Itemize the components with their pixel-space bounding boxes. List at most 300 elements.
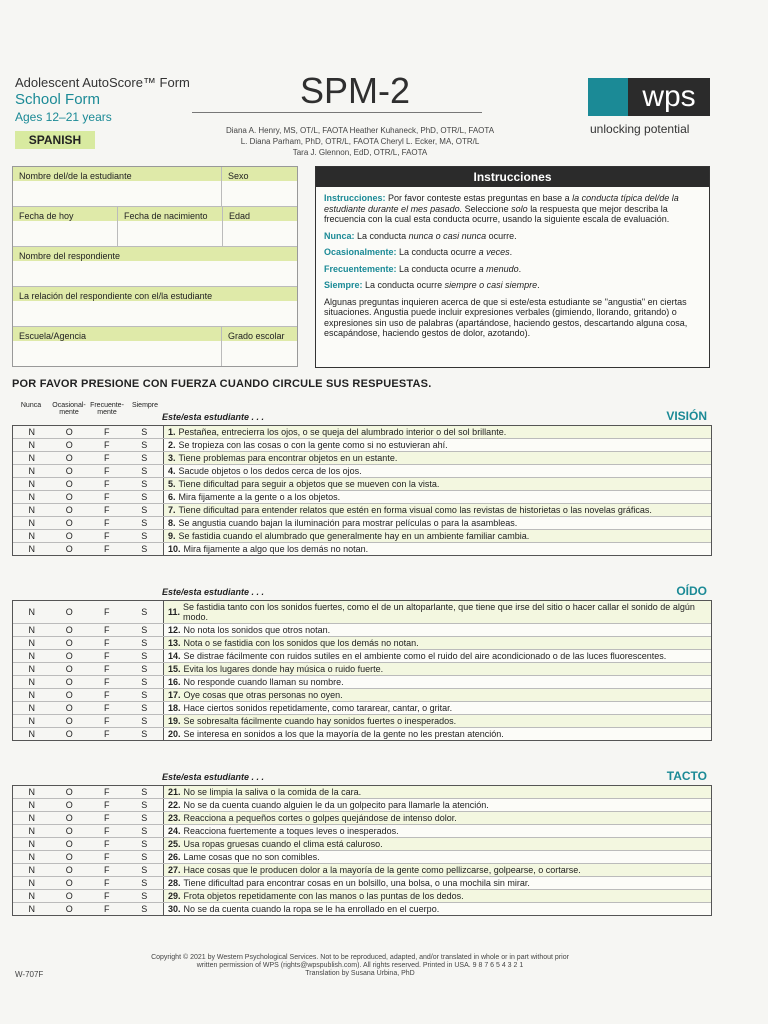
response-option[interactable]: O [65, 729, 73, 739]
scale-text: La conducta ocurre [365, 280, 443, 290]
response-option[interactable]: N [28, 664, 35, 674]
item-row [13, 452, 711, 465]
scale-text: La conducta [357, 230, 407, 241]
response-option[interactable]: N [28, 466, 35, 476]
scale-label: Ocasionalmente: [324, 247, 397, 257]
response-option[interactable]: S [141, 427, 148, 437]
form-name: Adolescent AutoScore™ Form [15, 75, 190, 90]
response-options [13, 689, 164, 701]
response-option[interactable]: N [28, 453, 35, 463]
response-option[interactable]: N [28, 891, 35, 901]
response-option[interactable]: O [65, 531, 73, 541]
item-row [13, 851, 711, 864]
item-text-cell [164, 517, 711, 529]
items-table-vision [12, 425, 712, 556]
item-text-cell [164, 799, 711, 811]
response-option[interactable]: S [141, 544, 148, 554]
response-option[interactable]: S [141, 878, 148, 888]
item-number: 14. [168, 651, 181, 661]
section-name: VISIÓN [666, 409, 707, 423]
item-text-cell [164, 838, 711, 850]
item-number: 12. [168, 625, 181, 635]
item-text-cell [164, 465, 711, 477]
scale-text: La conducta ocurre [399, 263, 477, 274]
item-number: 13. [168, 638, 181, 648]
item-row [13, 543, 711, 555]
item-text-cell [164, 786, 711, 798]
intro-text-e: la respuesta que mejor describa la frecuencia con la cual esta conducta ocurre, usando la siguiente escala de evaluación. [324, 203, 670, 224]
section-header-touch [12, 770, 710, 784]
response-option[interactable]: F [104, 729, 110, 739]
response-option[interactable]: N [28, 518, 35, 528]
intro-text-c: Seleccione [464, 203, 509, 214]
response-option[interactable]: N [28, 638, 35, 648]
item-text-cell [164, 864, 711, 876]
item-number: 25. [168, 839, 181, 849]
item-row [13, 624, 711, 637]
response-option[interactable]: S [141, 638, 148, 648]
response-option[interactable]: O [65, 466, 73, 476]
item-row [13, 530, 711, 543]
item-number: 3. [168, 453, 176, 463]
response-option[interactable]: N [28, 800, 35, 810]
response-option[interactable]: O [65, 440, 73, 450]
item-number: 23. [168, 813, 181, 823]
response-option[interactable]: S [141, 852, 148, 862]
response-option[interactable]: O [65, 492, 73, 502]
authors-line-2: L. Diana Parham, PhD, OTR/L, FAOTA Cheryl L. Ecker, MA, OTR/L [240, 137, 480, 146]
item-text: Nota o se fastidia con los sonidos que los demás no notan. [183, 638, 419, 648]
response-option[interactable]: S [141, 891, 148, 901]
item-row [13, 465, 711, 478]
response-option[interactable]: N [28, 813, 35, 823]
response-option[interactable]: F [104, 466, 110, 476]
scale-header: Siempre [131, 402, 159, 409]
response-option[interactable]: F [104, 716, 110, 726]
section-header-hearing [12, 585, 710, 599]
press-note: POR FAVOR PRESIONE CON FUERZA CUANDO CIRCULE SUS RESPUESTAS. [12, 378, 432, 390]
response-option[interactable]: S [141, 839, 148, 849]
item-text: Tiene problemas para encontrar objetos en un estante. [178, 453, 398, 463]
item-row [13, 601, 711, 624]
item-text: Tiene dificultad para encontrar cosas en un bolsillo, una bolsa, o una mochila sin mirar. [183, 878, 530, 888]
response-option[interactable]: S [141, 651, 148, 661]
response-option[interactable]: O [65, 427, 73, 437]
response-option[interactable]: O [65, 677, 73, 687]
response-option[interactable]: S [141, 716, 148, 726]
response-option[interactable]: O [65, 453, 73, 463]
response-option[interactable]: S [141, 440, 148, 450]
item-row [13, 864, 711, 877]
response-option[interactable]: N [28, 852, 35, 862]
response-option[interactable]: N [28, 607, 35, 617]
response-option[interactable]: F [104, 852, 110, 862]
response-option[interactable]: N [28, 716, 35, 726]
response-options [13, 890, 164, 902]
item-text: Frota objetos repetidamente con las manos o las puntas de los dedos. [183, 891, 464, 901]
response-options [13, 825, 164, 837]
section-label: Este/esta estudiante . . . [162, 587, 265, 597]
response-options [13, 799, 164, 811]
response-option[interactable]: N [28, 690, 35, 700]
item-number: 29. [168, 891, 181, 901]
item-text: Tiene dificultad para seguir a objetos que se mueven con la vista. [178, 479, 440, 489]
item-number: 11. [168, 607, 181, 617]
item-text: Oye cosas que otras personas no oyen. [183, 690, 343, 700]
response-option[interactable]: O [65, 852, 73, 862]
response-option[interactable]: O [65, 544, 73, 554]
item-text: No se da cuenta cuando alguien le da un golpecito para llamarle la atención. [183, 800, 489, 810]
intro-label: Instrucciones: [324, 193, 386, 203]
item-number: 15. [168, 664, 181, 674]
section-label: Este/esta estudiante . . . [162, 772, 265, 782]
response-option[interactable]: O [65, 651, 73, 661]
response-option[interactable]: F [104, 453, 110, 463]
response-option[interactable]: O [65, 904, 73, 914]
intro-text-b: la conducta típica del/de la estudiante durante el mes pasado. [324, 193, 679, 214]
scale-end: . [537, 280, 540, 290]
authors-line-3: Tara J. Glennon, EdD, OTR/L, FAOTA [292, 148, 428, 157]
response-options [13, 851, 164, 863]
item-text-cell [164, 728, 711, 740]
response-option[interactable]: F [104, 800, 110, 810]
response-option[interactable]: S [141, 479, 148, 489]
response-option[interactable]: S [141, 904, 148, 914]
response-option[interactable]: N [28, 479, 35, 489]
translation-credit: Translation by Susana Urbina, PhD [305, 970, 415, 977]
response-option[interactable]: S [141, 813, 148, 823]
response-option[interactable]: O [65, 607, 73, 617]
item-number: 2. [168, 440, 176, 450]
student-name-field[interactable]: Nombre del/de la estudiante [13, 167, 222, 206]
response-option[interactable]: F [104, 505, 110, 515]
section-label: Este/esta estudiante . . . [162, 412, 265, 422]
scale-end: . [509, 247, 513, 257]
item-text-cell [164, 452, 711, 464]
response-options [13, 601, 164, 623]
item-number: 10. [168, 544, 181, 554]
response-option[interactable]: S [141, 664, 148, 674]
response-option[interactable]: O [65, 479, 73, 489]
tagline: unlocking potential [590, 122, 690, 136]
response-option[interactable]: O [65, 813, 73, 823]
response-options [13, 838, 164, 850]
item-text-cell [164, 890, 711, 902]
response-option[interactable]: O [65, 826, 73, 836]
item-text-cell [164, 676, 711, 688]
response-options [13, 517, 164, 529]
student-info-table [12, 166, 298, 367]
response-option[interactable]: O [65, 703, 73, 713]
age-field[interactable]: Edad [223, 207, 297, 246]
response-option[interactable]: F [104, 664, 110, 674]
response-option[interactable]: O [65, 518, 73, 528]
birthdate-field[interactable]: Fecha de nacimiento [118, 207, 223, 246]
item-number: 24. [168, 826, 181, 836]
section-header-vision [12, 410, 710, 424]
form-type: School Form [15, 91, 101, 108]
response-option[interactable]: S [141, 607, 148, 617]
scale-ocasionalmente [324, 247, 701, 258]
item-row [13, 812, 711, 825]
response-option[interactable]: N [28, 703, 35, 713]
response-option[interactable]: S [141, 729, 148, 739]
item-text-cell [164, 624, 711, 636]
response-option[interactable]: N [28, 904, 35, 914]
item-number: 22. [168, 800, 181, 810]
response-option[interactable]: F [104, 607, 110, 617]
response-option[interactable]: N [28, 427, 35, 437]
item-text-cell [164, 439, 711, 451]
response-option[interactable]: F [104, 651, 110, 661]
response-option[interactable]: F [104, 878, 110, 888]
item-text-cell [164, 903, 711, 915]
page-title: SPM-2 [300, 70, 411, 111]
item-row [13, 799, 711, 812]
item-number: 16. [168, 677, 181, 687]
response-option[interactable]: N [28, 505, 35, 515]
response-options [13, 530, 164, 542]
item-row [13, 517, 711, 530]
item-text: Evita los lugares donde hay música o ruido fuerte. [183, 664, 384, 674]
response-option[interactable]: N [28, 440, 35, 450]
language-badge: SPANISH [15, 131, 95, 149]
scale-end: . [518, 263, 522, 274]
scale-nunca [324, 231, 701, 242]
response-option[interactable]: S [141, 466, 148, 476]
response-option[interactable]: S [141, 703, 148, 713]
response-option[interactable]: N [28, 625, 35, 635]
response-option[interactable]: S [141, 531, 148, 541]
item-number: 21. [168, 787, 181, 797]
item-text-cell [164, 426, 711, 438]
response-option[interactable]: F [104, 826, 110, 836]
response-option[interactable]: N [28, 787, 35, 797]
response-option[interactable]: F [104, 518, 110, 528]
response-options [13, 650, 164, 662]
school-field[interactable]: Escuela/Agencia [13, 327, 222, 366]
respondent-name-field[interactable]: Nombre del respondiente [13, 247, 297, 286]
response-option[interactable]: N [28, 677, 35, 687]
response-options [13, 663, 164, 675]
response-options [13, 504, 164, 516]
response-options [13, 637, 164, 649]
item-text: Mira fijamente a algo que los demás no notan. [183, 544, 369, 554]
response-options [13, 877, 164, 889]
response-options [13, 426, 164, 438]
response-options [13, 812, 164, 824]
section-name: OÍDO [676, 584, 707, 598]
item-number: 17. [168, 690, 181, 700]
response-option[interactable]: F [104, 544, 110, 554]
response-option[interactable]: N [28, 839, 35, 849]
response-option[interactable]: F [104, 625, 110, 635]
response-option[interactable]: O [65, 638, 73, 648]
response-option[interactable]: N [28, 651, 35, 661]
item-text: Se tropieza con las cosas o con la gente como si no estuvieran ahí. [178, 440, 448, 450]
item-text-cell [164, 689, 711, 701]
response-option[interactable]: S [141, 865, 148, 875]
item-text-cell [164, 637, 711, 649]
response-option[interactable]: S [141, 787, 148, 797]
item-text: Se fastidia tanto con los sonidos fuertes, como el de un altoparlante, que tiene que irse del sitio o hacer callar el sonido de algún modo. [183, 602, 695, 622]
item-row [13, 838, 711, 851]
response-option[interactable]: F [104, 813, 110, 823]
item-text: Se fastidia cuando el alumbrado que generalmente hay en un ambiente familiar cambia. [178, 531, 530, 541]
logo-square [588, 78, 628, 116]
response-option[interactable]: F [104, 638, 110, 648]
scale-end: ocurre. [488, 230, 517, 241]
response-options [13, 786, 164, 798]
response-options [13, 715, 164, 727]
instructions-intro [324, 193, 701, 225]
response-option[interactable]: F [104, 690, 110, 700]
grade-field[interactable]: Grado escolar [222, 327, 297, 366]
scale-emph: siempre o casi siempre [444, 280, 538, 290]
item-text: No se limpia la saliva o la comida de la cara. [183, 787, 362, 797]
response-option[interactable]: F [104, 703, 110, 713]
item-row [13, 890, 711, 903]
item-text-cell [164, 825, 711, 837]
info-row [13, 327, 297, 366]
item-text: Reacciona a pequeños cortes o golpes quejándose de intenso dolor. [183, 813, 457, 823]
instructions-heading: Instrucciones [316, 167, 709, 187]
response-option[interactable]: F [104, 492, 110, 502]
response-option[interactable]: O [65, 625, 73, 635]
item-number: 5. [168, 479, 176, 489]
response-options [13, 452, 164, 464]
item-text-cell [164, 715, 711, 727]
item-text: Lame cosas que no son comibles. [183, 852, 320, 862]
item-text-cell [164, 601, 711, 623]
response-option[interactable]: O [65, 787, 73, 797]
response-option[interactable]: N [28, 878, 35, 888]
response-option[interactable]: F [104, 479, 110, 489]
response-option[interactable]: O [65, 865, 73, 875]
item-text: Reacciona fuertemente a toques leves o inesperados. [183, 826, 399, 836]
response-option[interactable]: O [65, 891, 73, 901]
response-options [13, 543, 164, 555]
item-row [13, 728, 711, 740]
item-text: No responde cuando llaman su nombre. [183, 677, 344, 687]
footer [150, 954, 570, 978]
item-text: Se sobresalta fácilmente cuando hay sonidos fuertes o inesperados. [183, 716, 457, 726]
response-options [13, 702, 164, 714]
item-row [13, 637, 711, 650]
item-text: Usa ropas gruesas cuando el clima está caluroso. [183, 839, 383, 849]
item-text-cell [164, 663, 711, 675]
authors [200, 125, 520, 158]
item-number: 19. [168, 716, 181, 726]
response-option[interactable]: F [104, 839, 110, 849]
scale-text: La conducta ocurre [399, 247, 477, 257]
form-code: W-707F [15, 970, 44, 979]
response-option[interactable]: O [65, 716, 73, 726]
scale-siempre [324, 280, 701, 291]
response-option[interactable]: S [141, 518, 148, 528]
response-option[interactable]: S [141, 625, 148, 635]
item-text: Pestañea, entrecierra los ojos, o se queja del alumbrado interior o del sol brillante. [178, 427, 507, 437]
response-option[interactable]: O [65, 664, 73, 674]
instructions-box [315, 166, 710, 368]
item-text: No se da cuenta cuando la ropa se le ha enrollado en el cuerpo. [183, 904, 440, 914]
response-option[interactable]: O [65, 878, 73, 888]
item-number: 7. [168, 505, 176, 515]
item-text: Se angustia cuando bajan la iluminación para mostrar películas o para la asambleas. [178, 518, 518, 528]
item-text-cell [164, 650, 711, 662]
response-option[interactable]: O [65, 839, 73, 849]
response-option[interactable]: F [104, 440, 110, 450]
response-option[interactable]: N [28, 865, 35, 875]
item-row [13, 702, 711, 715]
copyright: Copyright © 2021 by Western Psychological Services. Not to be reproduced, adapted, and/or translated in whole or in part without prior written permission of WPS (rights@wpspublish.com). All rights reserved. Printed in USA. 9 8 7 6 5 4 3 2 1 [151, 954, 569, 969]
item-row [13, 439, 711, 452]
response-option[interactable]: F [104, 787, 110, 797]
response-option[interactable]: N [28, 492, 35, 502]
response-option[interactable]: N [28, 826, 35, 836]
response-option[interactable]: F [104, 677, 110, 687]
scale-label: Siempre: [324, 280, 363, 290]
item-text-cell [164, 851, 711, 863]
item-number: 18. [168, 703, 181, 713]
response-option[interactable]: F [104, 531, 110, 541]
response-option[interactable]: S [141, 453, 148, 463]
intro-text-d: solo [511, 203, 528, 214]
response-option[interactable]: O [65, 800, 73, 810]
scale-emph: a veces [478, 247, 510, 257]
form-ages: Ages 12–21 years [15, 110, 112, 124]
response-option[interactable]: F [104, 891, 110, 901]
scale-header: Ocasional-mente [52, 402, 86, 416]
item-text: Hace cosas que le producen dolor a la mayoría de la gente como pellizcarse, golpearse, o cortarse. [183, 865, 581, 875]
response-option[interactable]: F [104, 904, 110, 914]
item-text: Mira fijamente a la gente o a los objetos. [178, 492, 341, 502]
item-number: 8. [168, 518, 176, 528]
response-options [13, 491, 164, 503]
response-option[interactable]: S [141, 505, 148, 515]
response-option[interactable]: O [65, 690, 73, 700]
response-option[interactable]: F [104, 865, 110, 875]
response-option[interactable]: O [65, 505, 73, 515]
sex-field[interactable]: Sexo [222, 167, 297, 206]
response-option[interactable]: S [141, 800, 148, 810]
authors-line-1: Diana A. Henry, MS, OT/L, FAOTA Heather Kuhaneck, PhD, OTR/L, FAOTA [225, 126, 495, 135]
info-row [13, 167, 297, 207]
scale-emph: a menudo [478, 263, 519, 274]
item-text-cell [164, 543, 711, 555]
item-text: Tiene dificultad para entender relatos que estén en forma visual como las revistas de historietas o las novelas gráficas. [178, 505, 652, 515]
item-number: 27. [168, 865, 181, 875]
item-text-cell [164, 812, 711, 824]
item-row [13, 689, 711, 702]
response-option[interactable]: N [28, 531, 35, 541]
item-text-cell [164, 530, 711, 542]
response-option[interactable]: F [104, 427, 110, 437]
response-option[interactable]: N [28, 729, 35, 739]
response-options [13, 439, 164, 451]
response-option[interactable]: S [141, 492, 148, 502]
response-option[interactable]: S [141, 690, 148, 700]
distress-note: Algunas preguntas inquieren acerca de que si este/esta estudiante se "angustia" en ciertas situaciones. Angustia puede incluir expresiones verbales (gimiendo, llorando, gritando) o expresiones sin uso de palabras (apartándose, haciendo gestos, descartando alguna cosa, escapándose, haciendo gestos de dolor, azotando). [324, 296, 688, 338]
response-option[interactable]: S [141, 677, 148, 687]
info-row [13, 207, 297, 247]
relationship-field[interactable]: La relación del respondiente con el/la estudiante [13, 287, 297, 326]
date-field[interactable]: Fecha de hoy [13, 207, 118, 246]
scale-header: Nunca [20, 402, 42, 409]
response-option[interactable]: S [141, 826, 148, 836]
response-option[interactable]: N [28, 544, 35, 554]
item-text: No nota los sonidos que otros notan. [183, 625, 331, 635]
